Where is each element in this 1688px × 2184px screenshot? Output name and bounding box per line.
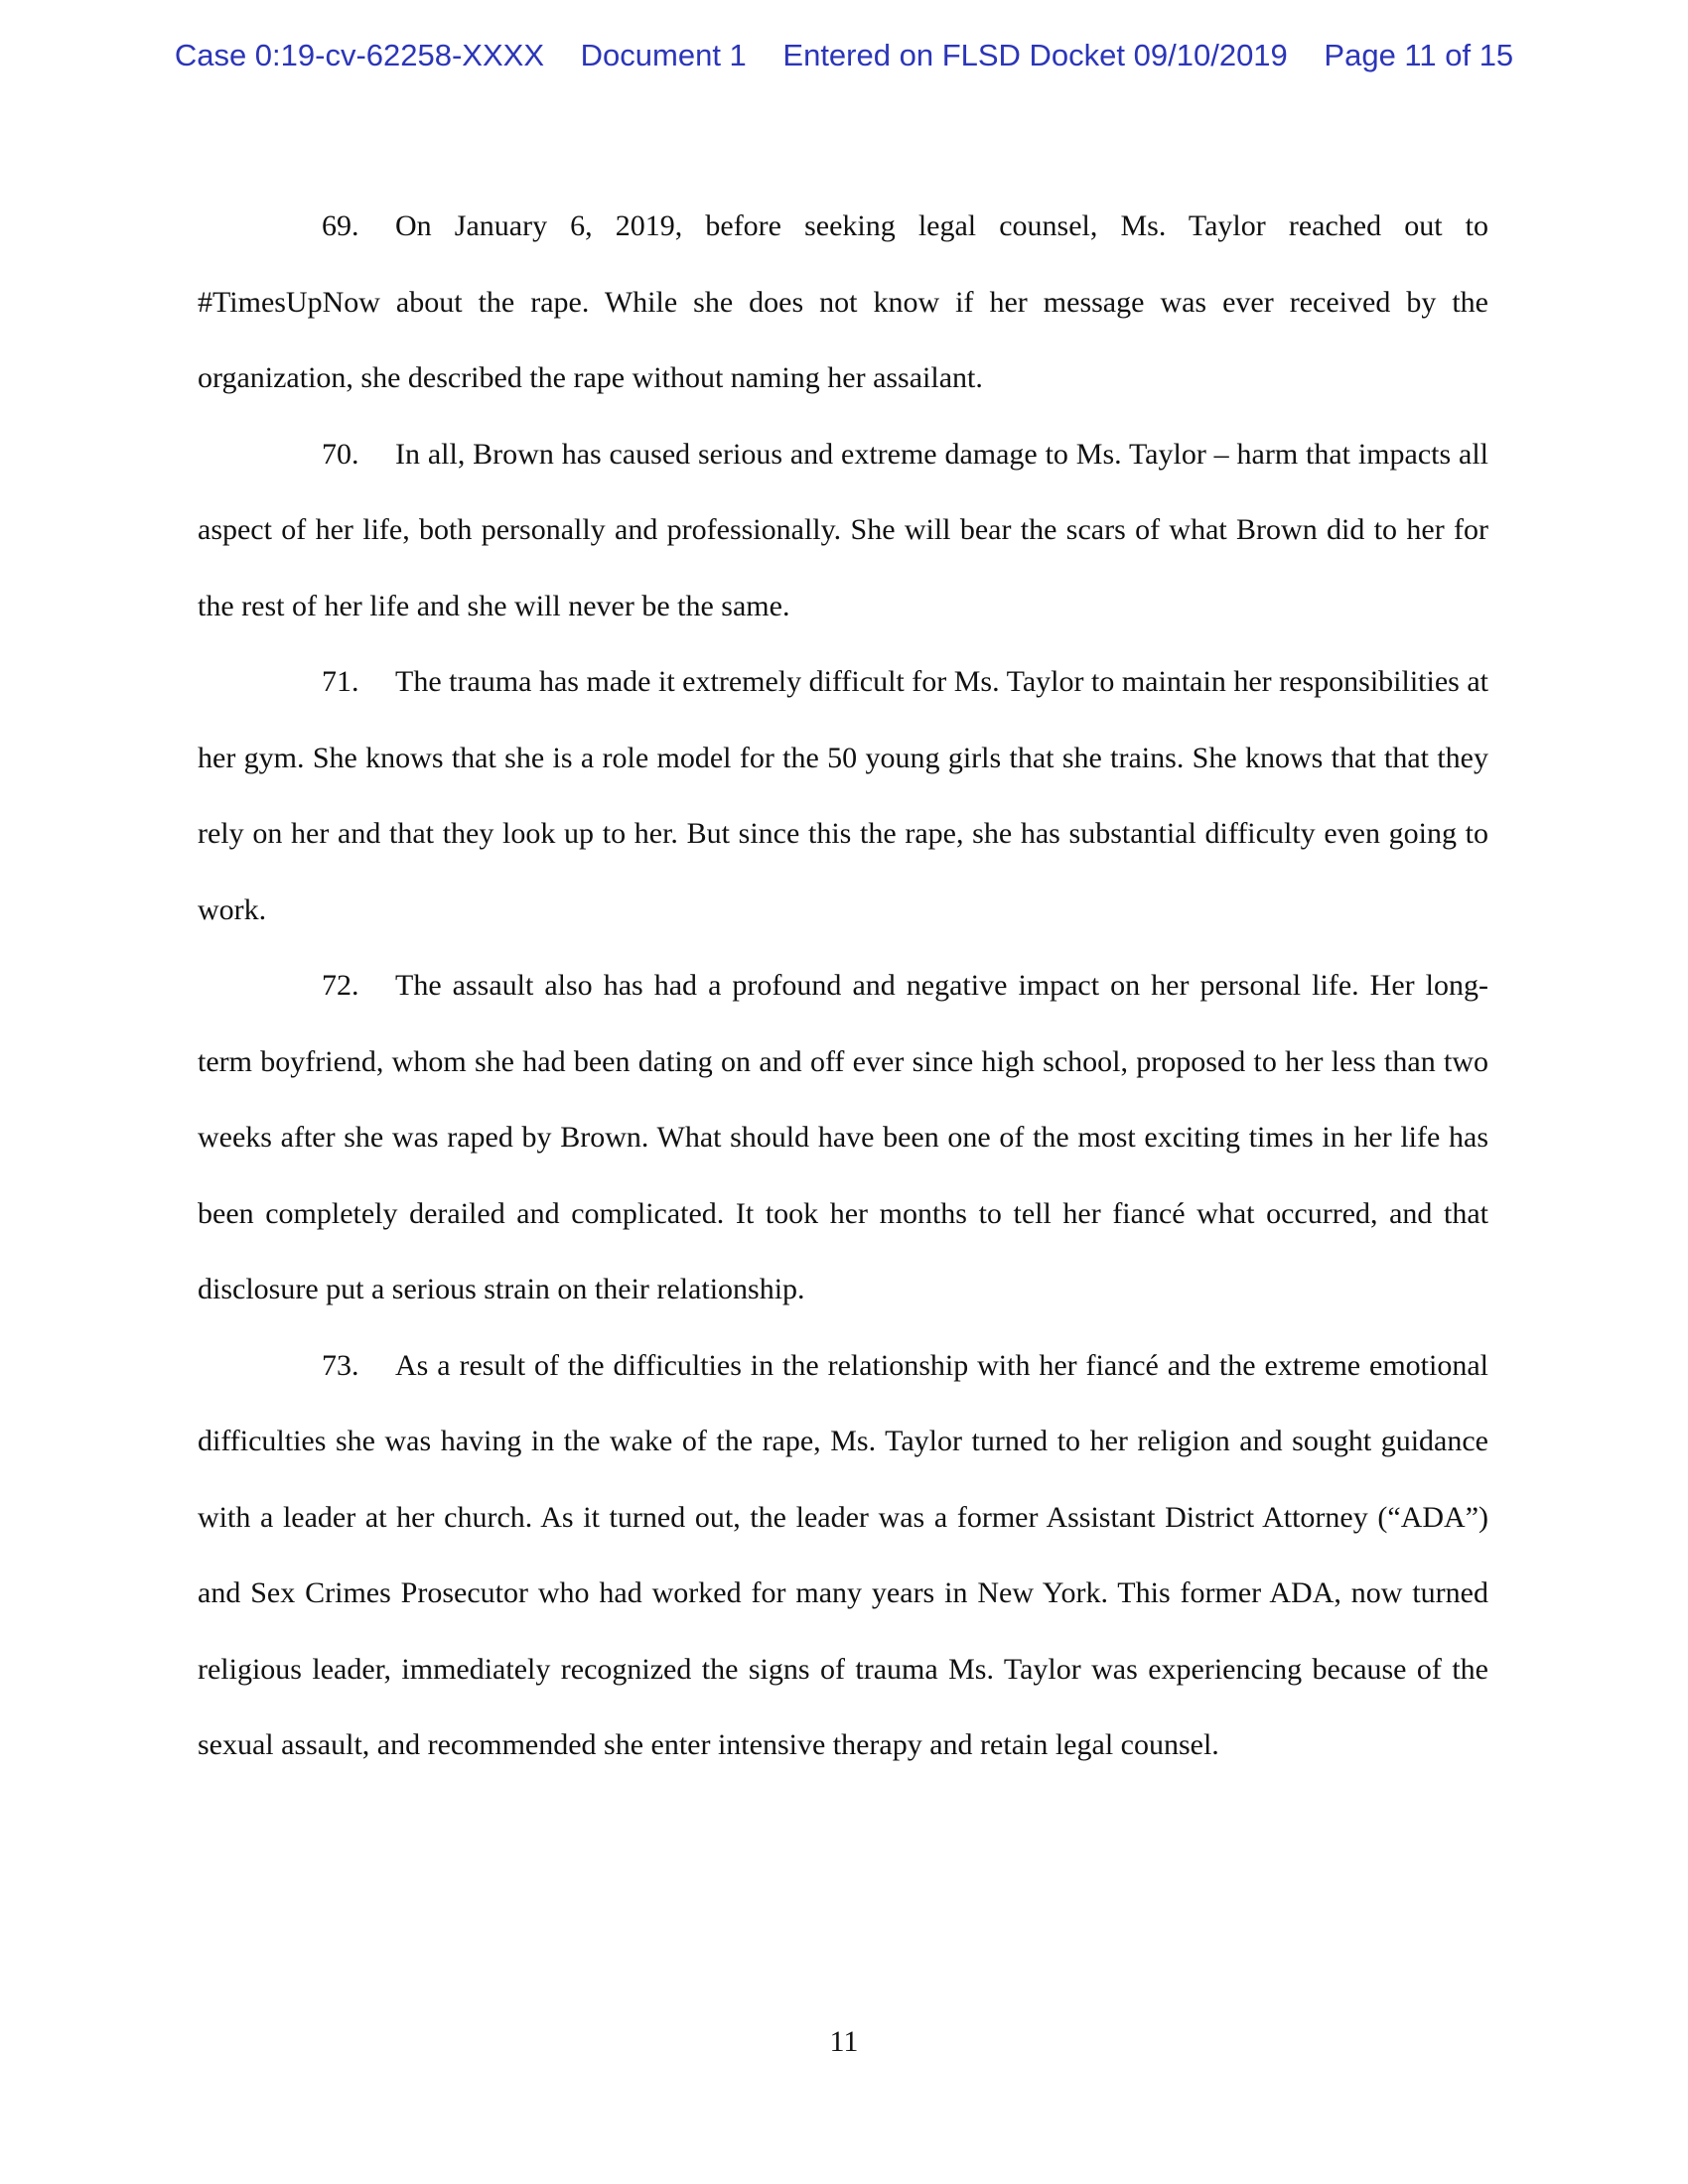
paragraph-number: 73. <box>322 1348 359 1382</box>
docket-entry: Entered on FLSD Docket 09/10/2019 <box>782 38 1288 72</box>
paragraph-text: The trauma has made it extremely difficult for Ms. Taylor to maintain her responsibilities at her gym. She knows that she is a role model for the 50 young girls that she trains. She knows that that they rely on her and that they look up to her. But since this the rape, she has substantial difficulty even going to work. <box>198 665 1488 926</box>
case-number: Case 0:19-cv-62258-XXXX <box>174 38 545 72</box>
paragraph-number: 70. <box>322 437 359 471</box>
page-count: Page 11 of 15 <box>1324 38 1514 72</box>
paragraph-text: The assault also has had a profound and negative impact on her personal life. Her long-term boyfriend, whom she had been dating on and off ever since high school, proposed to her less than two weeks after she was raped by Brown. What should have been one of the most exciting times in her life has been completely derailed and complicated. It took her months to tell her fiancé what occurred, and that disclosure put a serious strain on their relationship. <box>198 969 1488 1305</box>
paragraph-text: In all, Brown has caused serious and extreme damage to Ms. Taylor – harm that impacts all aspect of her life, both personally and professionally. She will bear the scars of what Brown did to her for the rest of her life and she will never be the same. <box>198 437 1488 622</box>
docket-header <box>0 38 1688 73</box>
paragraph-number: 71. <box>322 665 359 698</box>
paragraph-70 <box>198 417 1488 645</box>
paragraph-71 <box>198 644 1488 948</box>
document-body <box>198 189 1488 1784</box>
paragraph-text: As a result of the difficulties in the relationship with her fiancé and the extreme emotional difficulties she was having in the wake of the rape, Ms. Taylor turned to her religion and sought guidance with a leader at her church. As it turned out, the leader was a former Assistant District Attorney (“ADA”) and Sex Crimes Prosecutor who had worked for many years in New York. This former ADA, now turned religious leader, immediately recognized the signs of trauma Ms. Taylor was experiencing because of the sexual assault, and recommended she enter intensive therapy and retain legal counsel. <box>198 1348 1488 1761</box>
paragraph-text: On January 6, 2019, before seeking legal counsel, Ms. Taylor reached out to #TimesUpNow about the rape. While she does not know if her message was ever received by the organization, she described the rape without naming her assailant. <box>198 209 1488 394</box>
paragraph-number: 69. <box>322 209 359 242</box>
document-number: Document 1 <box>580 38 747 72</box>
paragraph-69 <box>198 189 1488 417</box>
paragraph-73 <box>198 1328 1488 1784</box>
paragraph-number: 72. <box>322 969 359 1002</box>
paragraph-72 <box>198 948 1488 1328</box>
page-number: 11 <box>829 2025 859 2058</box>
